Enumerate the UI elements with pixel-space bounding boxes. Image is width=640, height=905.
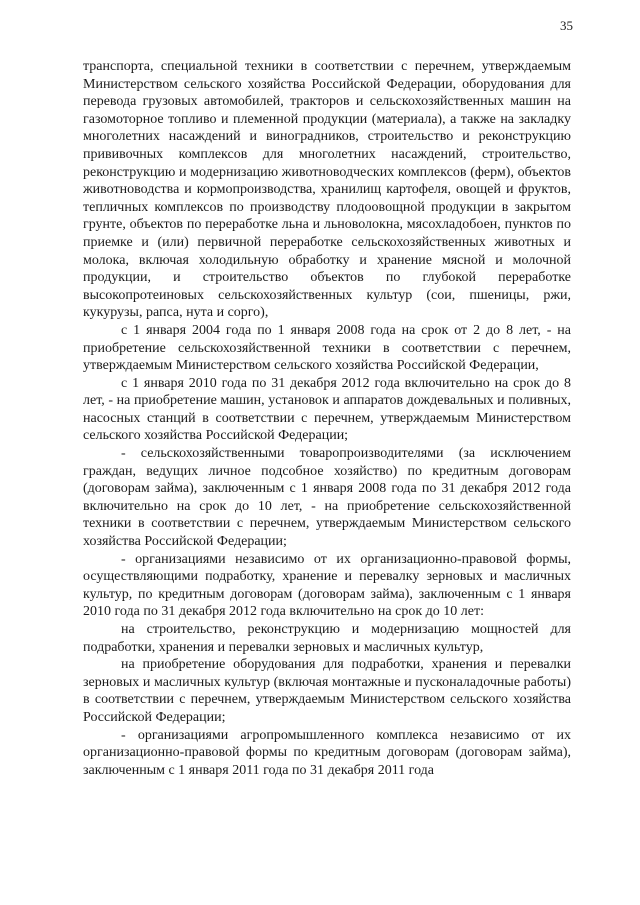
paragraph: с 1 января 2004 года по 1 января 2008 года на срок от 2 до 8 лет, - на приобретение сельскохозяйственной техники в соответствии с перечнем, утверждаемым Министерством сельского хозяйства Российской Федерации, [83,322,571,374]
paragraph: на строительство, реконструкцию и модернизацию мощностей для подработки, хранения и перевалки зерновых и масличных культур, [83,622,571,655]
paragraph: транспорта, специальной техники в соответствии с перечнем, утверждаемым Министерством сельского хозяйства Российской Федерации, оборудования для перевода грузовых автомобилей, тракторов и сельскохозяйственных машин на газомоторное топливо и племенной продукции (материала), а также на закладку многолетних насаждений и виноградников, строительство и реконструкцию прививочных комплексов для многолетних насаждений, строительство, реконструкцию и модернизацию животноводческих комплексов (ферм), объектов животноводства и кормопроизводства, хранилищ картофеля, овощей и фруктов, тепличных комплексов по производству плодоовощной продукции в закрытом грунте, объектов по переработке льна и льноволокна, мясохладобоен, пунктов по приемке и (или) первичной переработке сельскохозяйственных животных и молока, включая холодильную обработку и хранение мясной и молочной продукции, и строительство объектов по глубокой переработке высокопротеиновых сельскохозяйственных культур (сои, пшеницы, ржи, кукурузы, рапса, нута и сорго), [83,59,571,321]
paragraph: - организациями агропромышленного комплекса независимо от их организационно-правовой формы по кредитным договорам (договорам займа), заключенным с 1 января 2011 года по 31 декабря 2011 года [83,727,571,778]
paragraph: - сельскохозяйственными товаропроизводителями (за исключением граждан, ведущих личное подсобное хозяйство) по кредитным договорам (договорам займа), заключенным с 1 января 2008 года по 31 декабря 2012 года включительно на срок до 10 лет, - на приобретение сельскохозяйственной техники в соответствии с перечнем, утверждаемым Министерством сельского хозяйства Российской Федерации; [83,446,571,550]
paragraph: - организациями независимо от их организационно-правовой формы, осуществляющими подработку, хранение и перевалку зерновых и масличных культур, по кредитным договорам (договорам займа), заключенным с 1 января 2010 года по 31 декабря 2012 года включительно на срок до 10 лет: [83,551,571,620]
page-number: 35 [560,18,573,33]
paragraph: на приобретение оборудования для подработки, хранения и перевалки зерновых и масличных культур (включая монтажные и пусконаладочные работы) в соответствии с перечнем, утверждаемым Министерством сельского хозяйства Российской Федерации; [83,657,571,725]
paragraph: с 1 января 2010 года по 31 декабря 2012 года включительно на срок до 8 лет, - на приобретение машин, установок и аппаратов дождевальных и поливных, насосных станций в соответствии с перечнем, утверждаемым Министерством сельского хозяйства Российской Федерации; [83,375,571,444]
document-body [83,58,571,779]
